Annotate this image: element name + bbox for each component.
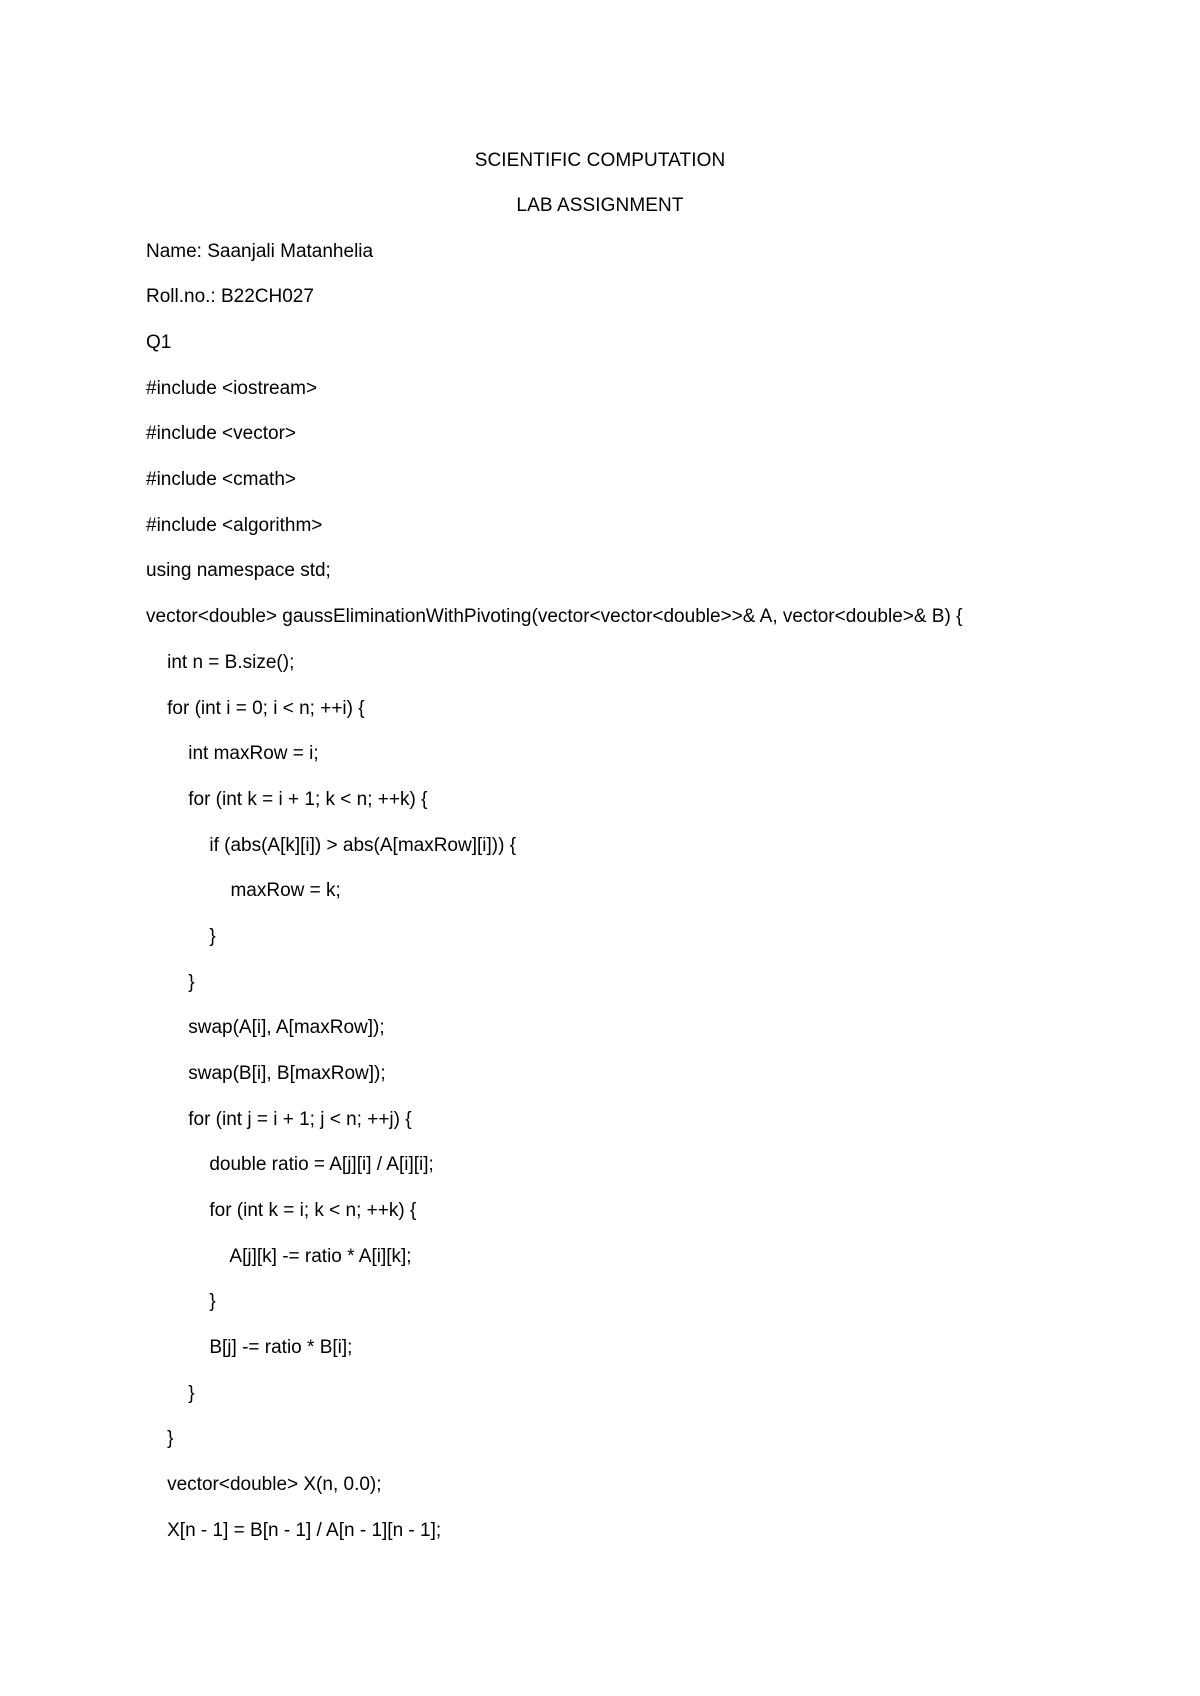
code-line: swap(A[i], A[maxRow]); xyxy=(146,1017,385,1038)
code-line: if (abs(A[k][i]) > abs(A[maxRow][i])) { xyxy=(146,835,517,856)
code-line: } xyxy=(146,1428,174,1449)
roll-number: Roll.no.: B22CH027 xyxy=(146,286,314,307)
code-line: #include <algorithm> xyxy=(146,515,323,536)
student-name: Name: Saanjali Matanhelia xyxy=(146,241,374,262)
code-line: } xyxy=(146,926,216,947)
code-line: int n = B.size(); xyxy=(146,652,295,673)
code-line: } xyxy=(146,1383,195,1404)
code-line: swap(B[i], B[maxRow]); xyxy=(146,1063,386,1084)
code-line: } xyxy=(146,972,195,993)
code-line: for (int i = 0; i < n; ++i) { xyxy=(146,698,365,719)
code-line: #include <vector> xyxy=(146,423,296,444)
code-line: for (int j = i + 1; j < n; ++j) { xyxy=(146,1109,412,1130)
code-line: A[j][k] -= ratio * A[i][k]; xyxy=(146,1246,412,1267)
code-line: using namespace std; xyxy=(146,560,331,581)
code-line: #include <iostream> xyxy=(146,378,318,399)
code-line: int maxRow = i; xyxy=(146,743,319,764)
code-line: for (int k = i; k < n; ++k) { xyxy=(146,1200,417,1221)
code-line: } xyxy=(146,1291,216,1312)
document-title: SCIENTIFIC COMPUTATION xyxy=(474,150,726,171)
code-line: for (int k = i + 1; k < n; ++k) { xyxy=(146,789,428,810)
code-line: B[j] -= ratio * B[i]; xyxy=(146,1337,353,1358)
question-label: Q1 xyxy=(146,332,172,353)
document-subtitle: LAB ASSIGNMENT xyxy=(516,195,684,216)
code-line: vector<double> X(n, 0.0); xyxy=(146,1474,382,1495)
code-line: #include <cmath> xyxy=(146,469,296,490)
code-line: double ratio = A[j][i] / A[i][i]; xyxy=(146,1154,434,1175)
code-line: maxRow = k; xyxy=(146,880,341,901)
code-line: vector<double> gaussEliminationWithPivoting(vector<vector<double>>& A, vector<double>& B) { xyxy=(146,606,963,627)
code-line: X[n - 1] = B[n - 1] / A[n - 1][n - 1]; xyxy=(146,1520,442,1541)
